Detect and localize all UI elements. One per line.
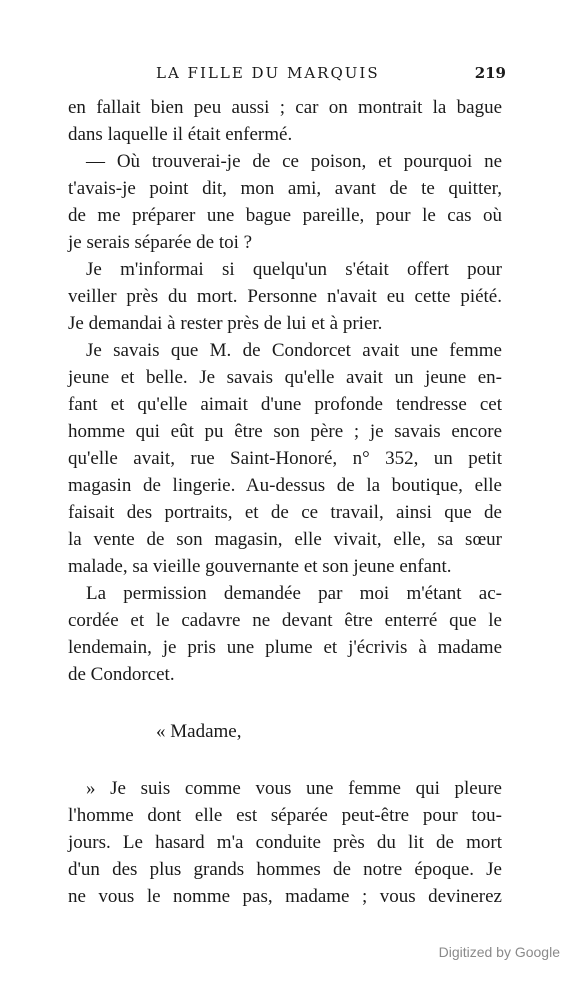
text-line: en fallait bien peu aussi ; car on montrait la bague (68, 97, 502, 118)
digitization-watermark: Digitized by Google (438, 944, 560, 960)
text-line: l'homme dont elle est séparée peut-être pour tou- (68, 805, 502, 826)
text-line: de Condorcet. (68, 664, 175, 685)
text-line: Je savais que M. de Condorcet avait une femme (86, 340, 502, 361)
text-line: fant et qu'elle aimait d'une profonde tendresse cet (68, 394, 502, 415)
text-line: Je demandai à rester près de lui et à prier. (68, 313, 383, 334)
paragraph-gap (68, 745, 502, 775)
paragraph-gap (68, 688, 502, 718)
text-line: veiller près du mort. Personne n'avait eu cette piété. (68, 286, 502, 307)
text-line: homme qui eût pu être son père ; je savais encore (68, 421, 502, 442)
text-line: magasin de lingerie. Au-dessus de la boutique, elle (68, 475, 502, 496)
text-line: je serais séparée de toi ? (68, 232, 253, 253)
text-line: lendemain, je pris une plume et j'écrivis à madame (68, 637, 502, 658)
text-line: ne vous le nomme pas, madame ; vous devinerez (68, 886, 502, 907)
running-head (68, 64, 506, 84)
text-line: » Je suis comme vous une femme qui pleure (86, 778, 502, 799)
text-line: jeune et belle. Je savais qu'elle avait un jeune en- (68, 367, 502, 388)
running-title: LA FILLE DU MARQUIS (156, 64, 380, 82)
body-text (68, 94, 502, 910)
text-line: — Où trouverai-je de ce poison, et pourquoi ne (86, 151, 502, 172)
letter-salutation: « Madame, (156, 721, 242, 742)
text-line: malade, sa vieille gouvernante et son jeune enfant. (68, 556, 452, 577)
page-number: 219 (474, 64, 506, 82)
text-line: faisait des portraits, et de ce travail, ainsi que de (68, 502, 502, 523)
text-line: t'avais-je point dit, mon ami, avant de te quitter, (68, 178, 502, 199)
text-line: La permission demandée par moi m'étant ac- (86, 583, 502, 604)
text-line: jours. Le hasard m'a conduite près du lit de mort (68, 832, 502, 853)
text-line: de me préparer une bague pareille, pour le cas où (68, 205, 502, 226)
text-line: Je m'informai si quelqu'un s'était offert pour (86, 259, 502, 280)
text-line: qu'elle avait, rue Saint-Honoré, n° 352, un petit (68, 448, 502, 469)
text-line: dans laquelle il était enfermé. (68, 124, 293, 145)
text-line: la vente de son magasin, elle vivait, elle, sa sœur (68, 529, 502, 550)
text-line: d'un des plus grands hommes de notre époque. Je (68, 859, 502, 880)
text-line: cordée et le cadavre ne devant être enterré que le (68, 610, 502, 631)
